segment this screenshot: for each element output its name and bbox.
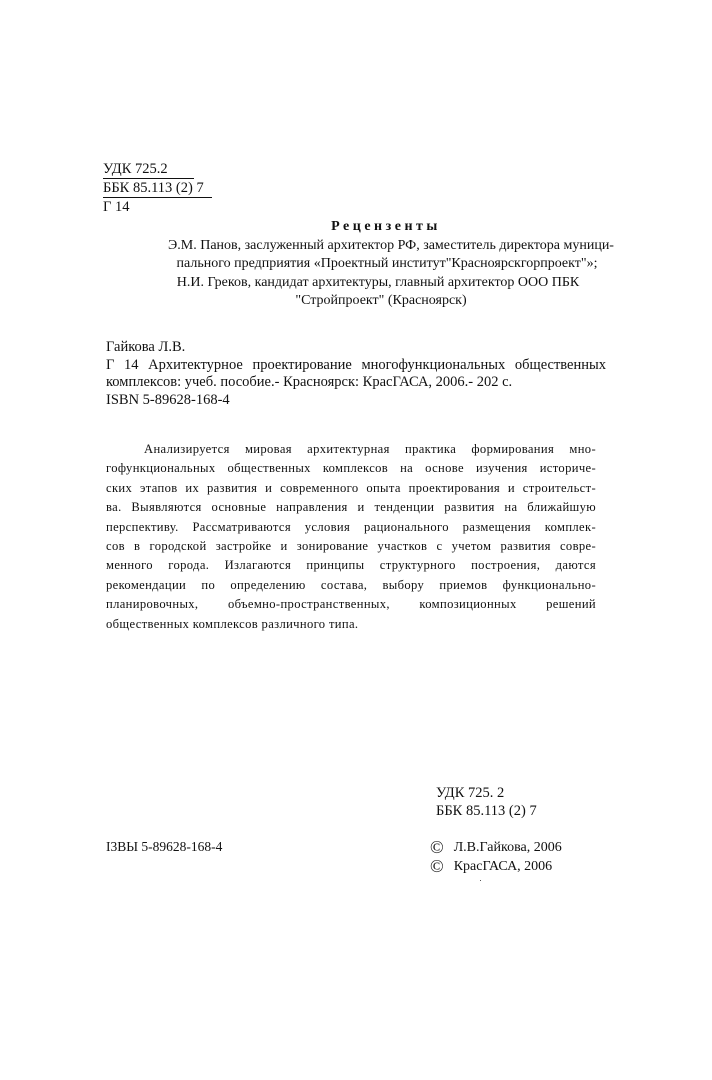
copyright-icon: © (430, 856, 444, 876)
copyright-line (430, 838, 562, 857)
copyright-holder: КрасГАСА, 2006 (453, 859, 553, 874)
reviewer-line: Н.И. Греков, кандидат архитектуры, главный архитектор ООО ПБК (176, 274, 580, 290)
bbk-code: ББК 85.113 (2) 7 (436, 803, 537, 819)
copyright-icon: © (430, 837, 444, 857)
author-mark: Г 14 (103, 199, 130, 215)
copyright-holder: Л.В.Гайкова, 2006 (453, 840, 562, 855)
udk-code: УДК 725.2 (103, 160, 194, 179)
reviewer-line: Э.М. Панов, заслуженный архитектор РФ, заместитель директора муници- (168, 237, 614, 253)
classification-bottom (436, 784, 537, 820)
isbn-footer: I3BЫ 5-89628-168-4 (106, 839, 223, 854)
abstract-line: рекомендации по определению состава, выбору приемов функционально- (106, 577, 596, 592)
abstract-line: ских этапов их развития и современного опыта проектирования и строительст- (106, 480, 596, 495)
copyright-block (430, 838, 562, 876)
abstract-line: гофункциональных общественных комплексов на основе изучения историче- (106, 461, 596, 476)
reviewers-title: Рецензенты (331, 219, 441, 234)
abstract-line: ва. Выявляются основные направления и тенденции развития на ближайшую (106, 500, 596, 515)
abstract-line: менного города. Излагаются принципы структурного построения, даются (106, 558, 596, 573)
isbn: ISBN 5-89628-168-4 (106, 391, 230, 408)
abstract-line: планировочных, объемно-пространственных, композиционных решений (106, 597, 596, 612)
abstract-line: Анализируется мировая архитектурная практика формирования мно- (144, 442, 596, 456)
abstract (106, 440, 596, 634)
abstract-line: перспективу. Рассматриваются условия рационального размещения комплек- (106, 519, 596, 534)
abstract-line: сов в городской застройке и зонирование участков с учетом развития совре- (106, 539, 596, 554)
abstract-line: общественных комплексов различного типа. (106, 616, 359, 631)
reviewers-block (0, 218, 712, 311)
classification-top (103, 160, 212, 216)
reviewer-line: пального предприятия «Проектный институт"Красноярскгорпроект"»; (176, 256, 598, 271)
book-title-line: Г 14 Архитектурное проектирование многофункциональных общественных (106, 356, 606, 373)
udk-code: УДК 725. 2 (436, 785, 505, 801)
copyright-line (430, 857, 562, 876)
book-title-line: комплексов: учеб. пособие.- Красноярск: КрасГАСА, 2006.- 202 с. (106, 374, 513, 390)
scan-speck (480, 880, 481, 881)
reviewer-line: "Стройпроект" (Красноярск) (295, 293, 467, 308)
bbk-code: ББК 85.113 (2) 7 (103, 179, 212, 198)
bibliographic-record (106, 339, 606, 409)
author-name: Гайкова Л.В. (106, 339, 186, 355)
